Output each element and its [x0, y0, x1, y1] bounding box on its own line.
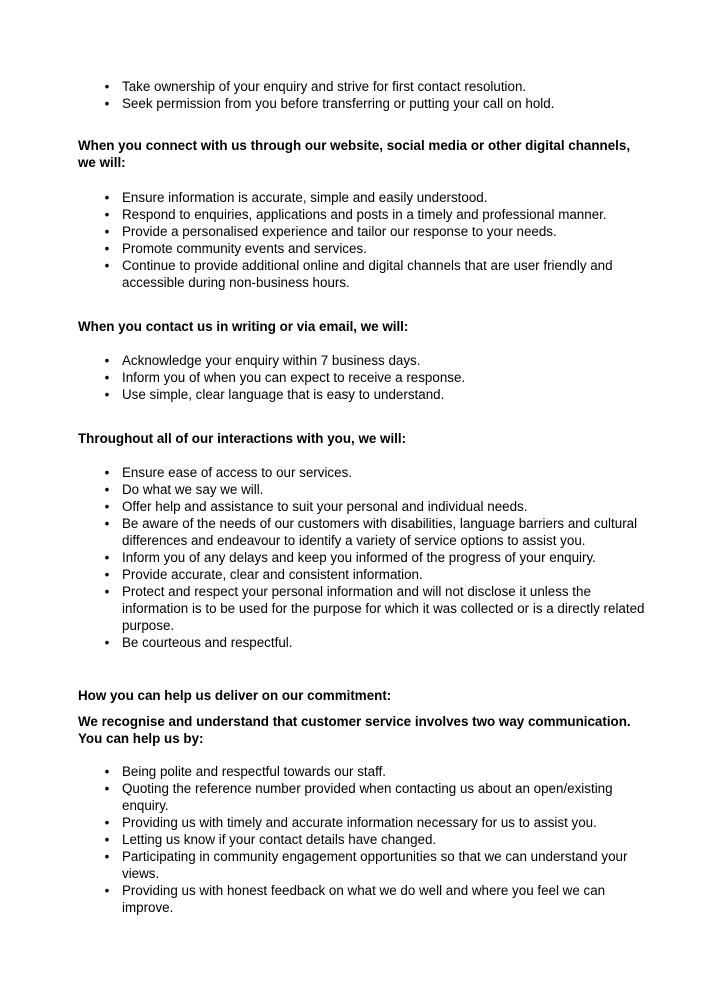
- list-item: [78, 583, 646, 634]
- list-item: [78, 78, 646, 95]
- list-item-text: Promote community events and services.: [122, 241, 367, 256]
- list-item: [78, 498, 646, 515]
- bullet-icon: •: [104, 79, 110, 94]
- list-item-text: Provide accurate, clear and consistent information.: [122, 567, 423, 582]
- writing-email-heading: When you contact us in writing or via email, we will:: [78, 319, 409, 334]
- help-us-intro: We recognise and understand that customer service involves two way communication. You can help us by:: [78, 714, 631, 746]
- list-item: [78, 882, 646, 916]
- bullet-icon: •: [104, 781, 110, 796]
- list-item-text: Providing us with honest feedback on what we do well and where you feel we can improve.: [122, 883, 606, 915]
- writing-email-list: [78, 352, 646, 403]
- list-item: [78, 515, 646, 549]
- list-item: [78, 240, 646, 257]
- bullet-icon: •: [104, 258, 110, 273]
- list-item: [78, 814, 646, 831]
- list-item-text: Participating in community engagement opportunities so that we can understand your views.: [122, 849, 628, 881]
- bullet-icon: •: [104, 370, 110, 385]
- bullet-icon: •: [104, 815, 110, 830]
- bullet-icon: •: [104, 550, 110, 565]
- help-us-heading: How you can help us deliver on our commitment:: [78, 688, 392, 703]
- list-item: [78, 95, 646, 112]
- bullet-icon: •: [104, 883, 110, 898]
- bullet-icon: •: [104, 207, 110, 222]
- list-item: [78, 189, 646, 206]
- list-item: [78, 369, 646, 386]
- list-item: [78, 223, 646, 240]
- bullet-icon: •: [104, 635, 110, 650]
- list-item-text: Quoting the reference number provided when contacting us about an open/existing enquiry.: [122, 781, 613, 813]
- bullet-icon: •: [104, 241, 110, 256]
- list-item-text: Be aware of the needs of our customers with disabilities, language barriers and cultural differences and endeavour to identify a variety of service options to assist you.: [122, 516, 638, 548]
- list-item: [78, 549, 646, 566]
- list-item-text: Ensure information is accurate, simple and easily understood.: [122, 190, 488, 205]
- bullet-icon: •: [104, 849, 110, 864]
- list-item-text: Offer help and assistance to suit your personal and individual needs.: [122, 499, 528, 514]
- help-us-list: [78, 763, 646, 916]
- list-item-text: Ensure ease of access to our services.: [122, 465, 352, 480]
- all-interactions-list: [78, 464, 646, 651]
- intro-bullet-list: [78, 78, 646, 112]
- list-item-text: Be courteous and respectful.: [122, 635, 293, 650]
- bullet-icon: •: [104, 764, 110, 779]
- bullet-icon: •: [104, 499, 110, 514]
- bullet-icon: •: [104, 224, 110, 239]
- list-item: [78, 206, 646, 223]
- bullet-icon: •: [104, 353, 110, 368]
- list-item: [78, 634, 646, 651]
- list-item: [78, 831, 646, 848]
- bullet-icon: •: [104, 387, 110, 402]
- digital-channels-heading: When you connect with us through our website, social media or other digital channels, we will:: [78, 138, 631, 170]
- list-item-text: Inform you of any delays and keep you informed of the progress of your enquiry.: [122, 550, 596, 565]
- list-item-text: Inform you of when you can expect to receive a response.: [122, 370, 466, 385]
- list-item-text: Provide a personalised experience and tailor our response to your needs.: [122, 224, 557, 239]
- list-item: [78, 481, 646, 498]
- list-item: [78, 763, 646, 780]
- list-item-text: Take ownership of your enquiry and strive for first contact resolution.: [122, 79, 527, 94]
- list-item-text: Letting us know if your contact details have changed.: [122, 832, 437, 847]
- list-item-text: Do what we say we will.: [122, 482, 264, 497]
- all-interactions-heading: Throughout all of our interactions with you, we will:: [78, 431, 407, 446]
- bullet-icon: •: [104, 516, 110, 531]
- list-item-text: Being polite and respectful towards our staff.: [122, 764, 387, 779]
- list-item: [78, 780, 646, 814]
- list-item-text: Respond to enquiries, applications and posts in a timely and professional manner.: [122, 207, 607, 222]
- list-item-text: Seek permission from you before transferring or putting your call on hold.: [122, 96, 555, 111]
- list-item-text: Providing us with timely and accurate information necessary for us to assist you.: [122, 815, 597, 830]
- bullet-icon: •: [104, 190, 110, 205]
- digital-channels-list: [78, 189, 646, 291]
- list-item-text: Acknowledge your enquiry within 7 business days.: [122, 353, 421, 368]
- list-item: [78, 566, 646, 583]
- list-item: [78, 386, 646, 403]
- list-item-text: Protect and respect your personal information and will not disclose it unless the information is to be used for the purpose for which it was collected or is a directly related purpose.: [122, 584, 645, 633]
- list-item: [78, 464, 646, 481]
- list-item: [78, 257, 646, 291]
- list-item-text: Use simple, clear language that is easy to understand.: [122, 387, 445, 402]
- bullet-icon: •: [104, 465, 110, 480]
- bullet-icon: •: [104, 832, 110, 847]
- list-item-text: Continue to provide additional online and digital channels that are user friendly and accessible during non-business hours.: [122, 258, 613, 290]
- bullet-icon: •: [104, 567, 110, 582]
- bullet-icon: •: [104, 584, 110, 599]
- list-item: [78, 352, 646, 369]
- bullet-icon: •: [104, 96, 110, 111]
- bullet-icon: •: [104, 482, 110, 497]
- list-item: [78, 848, 646, 882]
